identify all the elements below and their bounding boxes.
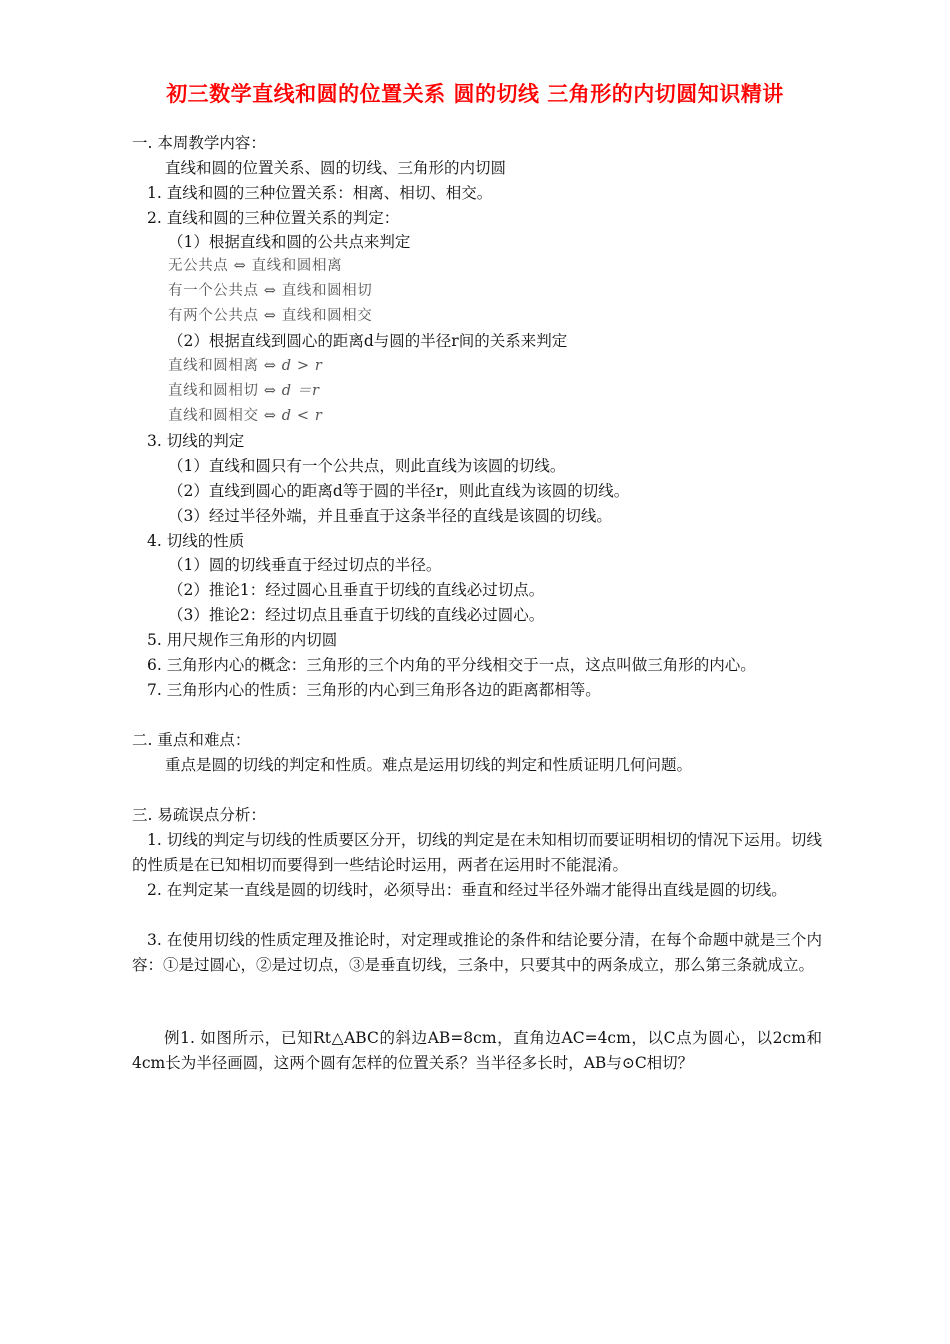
relation-formula: d ＝r	[281, 383, 320, 399]
sub-item: （2）根据直线到圆心的距离d与圆的半径r间的关系来判定	[168, 332, 568, 350]
relation-formula: d < r	[281, 408, 323, 424]
relation-line	[168, 381, 320, 401]
relation-text: 直线和圆相交 ⇔	[168, 408, 277, 424]
relation-text: 直线和圆相离 ⇔	[168, 358, 277, 374]
section-1-subtitle: 直线和圆的位置关系、圆的切线、三角形的内切圆	[165, 159, 507, 177]
paragraph: 2. 在判定某一直线是圆的切线时，必须导出：垂直和经过半径外端才能得出直线是圆的切线。	[147, 881, 787, 899]
sub-item: （3）推论2：经过切点且垂直于切线的直线必过圆心。	[168, 606, 545, 624]
list-item: 5. 用尺规作三角形的内切圆	[147, 631, 338, 649]
sub-item: （2）推论1：经过圆心且垂直于切线的直线必过切点。	[168, 581, 545, 599]
list-item: 6. 三角形内心的概念：三角形的三个内角的平分线相交于一点，这点叫做三角形的内心。	[147, 656, 756, 674]
sub-item: （1）圆的切线垂直于经过切点的半径。	[168, 556, 442, 574]
list-item: 4. 切线的性质	[147, 532, 245, 550]
list-item: 7. 三角形内心的性质：三角形的内心到三角形各边的距离都相等。	[147, 681, 601, 699]
list-item: 2. 直线和圆的三种位置关系的判定：	[147, 209, 400, 227]
sub-item: （3）经过半径外端，并且垂直于这条半径的直线是该圆的切线。	[168, 507, 612, 525]
relation-line	[168, 406, 322, 426]
list-item: 1. 直线和圆的三种位置关系：相离、相切、相交。	[147, 184, 493, 202]
relation-formula: d > r	[281, 358, 323, 374]
paragraph: 1. 切线的判定与切线的性质要区分开，切线的判定是在未知相切而要证明相切的情况下运用。切线的性质是在已知相切而要得到一些结论时运用，两者在运用时不能混淆。	[132, 831, 822, 874]
sub-item: （1）根据直线和圆的公共点来判定	[168, 233, 411, 251]
sub-item: （2）直线到圆心的距离d等于圆的半径r，则此直线为该圆的切线。	[168, 482, 630, 500]
page-title: 初三数学直线和圆的位置关系 圆的切线 三角形的内切圆知识精讲	[166, 82, 784, 106]
relation-text: 直线和圆相切 ⇔	[168, 383, 277, 399]
relation-line	[168, 356, 322, 376]
relation-line: 无公共点 ⇔ 直线和圆相离	[168, 258, 343, 274]
relation-line: 有两个公共点 ⇔ 直线和圆相交	[168, 308, 373, 324]
paragraph: 3. 在使用切线的性质定理及推论时，对定理或推论的条件和结论要分清，在每个命题中就是三个内容：①是过圆心，②是过切点，③是垂直切线，三条中，只要其中的两条成立，那么第三条就成立。	[132, 931, 822, 974]
relation-line: 有一个公共点 ⇔ 直线和圆相切	[168, 283, 373, 299]
section-3-heading: 三. 易疏误点分析：	[132, 806, 266, 824]
list-item: 3. 切线的判定	[147, 432, 245, 450]
sub-item: （1）直线和圆只有一个公共点，则此直线为该圆的切线。	[168, 457, 566, 475]
section-2-body: 重点是圆的切线的判定和性质。难点是运用切线的判定和性质证明几何问题。	[165, 756, 693, 774]
section-1-heading: 一. 本周教学内容：	[132, 134, 266, 152]
section-2-heading: 二. 重点和难点：	[132, 731, 251, 749]
example-1: 例1. 如图所示，已知Rt△ABC的斜边AB=8cm，直角边AC=4cm，以C点为圆心，以2cm和4cm长为半径画圆，这两个圆有怎样的位置关系？当半径多长时，AB与⊙C相切？	[132, 1029, 822, 1072]
